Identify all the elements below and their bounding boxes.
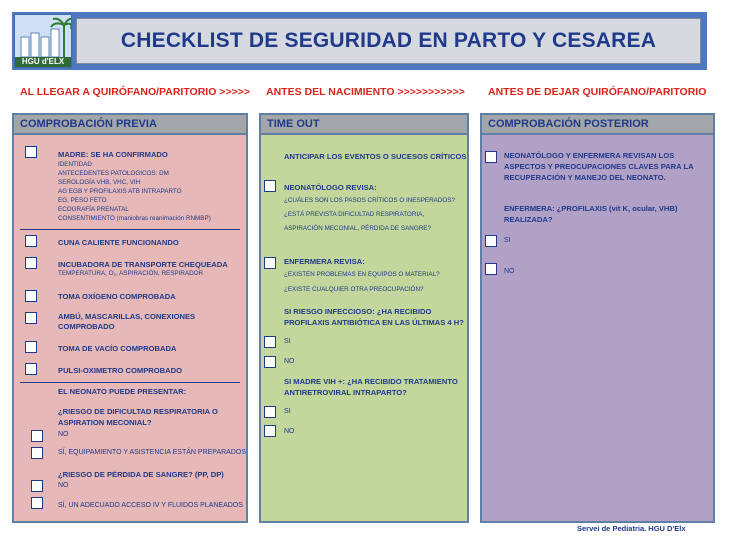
- title-box: [76, 18, 701, 64]
- riesgo-resp-label-2: ASPIRATION MECONIAL?: [58, 418, 152, 427]
- column-comprobacion-previa: [12, 113, 248, 135]
- madre-item: CONSENTIMIENTO (maniobras reanimación RNMBP): [58, 215, 211, 222]
- neo-enf-label-2: ASPECTOS Y PREOCUPACIONES CLAVES PARA LA: [504, 162, 694, 171]
- enf-question: ¿EXISTE CUALQUIER OTRA PREOCUPACIÓN?: [284, 286, 424, 293]
- neo-revisa-label: NEONATÓLOGO REVISA:: [284, 183, 377, 192]
- riesgo-sangre-label: ¿RIESGO DE PÉRDIDA DE SANGRE? (PP, DP): [58, 470, 224, 479]
- checkbox-neonatologo-enfermera[interactable]: [485, 151, 497, 163]
- neo-question: ¿ESTÁ PREVISTA DIFICULTAD RESPIRATORIA,: [284, 211, 425, 218]
- cuna-label: CUNA CALIENTE FUNCIONANDO: [58, 238, 179, 247]
- sangre-no-label: NO: [58, 482, 69, 489]
- checkbox-resp-si[interactable]: [31, 447, 43, 459]
- checkbox-ambu[interactable]: [25, 312, 37, 324]
- enf-revisa-label: ENFERMERA REVISA:: [284, 257, 365, 266]
- checkbox-vih-si[interactable]: [264, 406, 276, 418]
- checkbox-incubadora[interactable]: [25, 257, 37, 269]
- divider: [20, 229, 240, 230]
- resp-no-label: NO: [58, 431, 69, 438]
- pulsi-label: PULSI-OXIMETRO COMPROBADO: [58, 366, 183, 375]
- checkbox-enfermera[interactable]: [264, 257, 276, 269]
- madre-item: ANTECEDENTES PATOLOGICOS: DM: [58, 170, 169, 177]
- checkbox-profilaxis-no[interactable]: [485, 263, 497, 275]
- column-body-posterior: [480, 135, 715, 523]
- neo-question: ASPIRACIÓN MECONIAL, PÉRDIDA DE SANGRE?: [284, 225, 431, 232]
- infeccioso-label: SI RIESGO INFECCIOSO: ¿HA RECIBIDO: [284, 307, 432, 316]
- vih-si-label: SI: [284, 408, 291, 415]
- page-title: CHECKLIST DE SEGURIDAD EN PARTO Y CESAREA: [120, 29, 657, 52]
- checkbox-vih-no[interactable]: [264, 425, 276, 437]
- anticipar-label: ANTICIPAR LOS EVENTOS O SUCESOS CRÍTICOS: [284, 152, 467, 161]
- neo-question: ¿CUÁLES SON LOS PASOS CRÍTICOS O INESPERADOS?: [284, 197, 455, 204]
- neo-enf-label-3: RECUPERACIÓN Y MANEJO DEL NEONATO.: [504, 173, 666, 182]
- hospital-logo: [14, 14, 72, 68]
- vih-no-label: NO: [284, 428, 295, 435]
- profilaxis-no-label: NO: [504, 268, 515, 275]
- checkbox-neonatologo[interactable]: [264, 180, 276, 192]
- column-time-out: [259, 113, 469, 135]
- phase-before-birth: ANTES DEL NACIMIENTO >>>>>>>>>>>: [266, 86, 465, 98]
- madre-item: ECOGRAFÍA PRENATAL: [58, 206, 129, 213]
- checkbox-sangre-si[interactable]: [31, 497, 43, 509]
- sangre-si-label: SÍ, UN ADECUADO ACCESO IV Y FLUIDOS PLANEADOS: [58, 502, 243, 509]
- checkbox-oxigeno[interactable]: [25, 290, 37, 302]
- madre-item: SEROLOGÍA VHB, VHC, VIH: [58, 179, 141, 186]
- checkbox-sangre-no[interactable]: [31, 480, 43, 492]
- oxigeno-label: TOMA OXÍGENO COMPROBADA: [58, 292, 176, 301]
- infeccioso-no-label: NO: [284, 358, 295, 365]
- neo-enf-label: NEONATÓLOGO Y ENFERMERA REVISAN LOS: [504, 151, 675, 160]
- phase-before-leaving: ANTES DE DEJAR QUIRÓFANO/PARITORIO: [488, 86, 707, 98]
- ambu-label-2: COMPROBADO: [58, 322, 115, 331]
- neonato-label: EL NEONATO PUEDE PRESENTAR:: [58, 387, 187, 396]
- column-heading: COMPROBACIÓN POSTERIOR: [480, 113, 715, 135]
- checkbox-madre[interactable]: [25, 146, 37, 158]
- profilaxis-label-2: REALIZADA?: [504, 215, 553, 224]
- incubadora-label: INCUBADORA DE TRANSPORTE CHEQUEADA: [58, 260, 228, 269]
- madre-item: EG, PESO FETO: [58, 197, 107, 204]
- madre-title: MADRE: SE HA CONFIRMADO: [58, 150, 168, 159]
- checkbox-cuna[interactable]: [25, 235, 37, 247]
- vih-label-2: ANTIRETROVIRAL INTRAPARTO?: [284, 388, 407, 397]
- vih-label: SI MADRE VIH +: ¿HA RECIBIDO TRATAMIENTO: [284, 377, 458, 386]
- riesgo-resp-label: ¿RIESGO DE DIFICULTAD RESPIRATORIA O: [58, 407, 218, 416]
- infeccioso-label-2: PROFILAXIS ANTIBIÓTICA EN LAS ÚLTIMAS 4 H?: [284, 318, 464, 327]
- divider: [20, 382, 240, 383]
- madre-item: IDENTIDAD: [58, 161, 92, 168]
- infeccioso-si-label: SI: [284, 338, 291, 345]
- madre-item: AG EGB Y PROFILAXIS ATB INTRAPARTO: [58, 188, 182, 195]
- column-heading: TIME OUT: [259, 113, 469, 135]
- column-comprobacion-posterior: [480, 113, 715, 135]
- checkbox-vacio[interactable]: [25, 341, 37, 353]
- ambu-label: AMBÚ, MASCARILLAS, CONEXIONES: [58, 312, 196, 321]
- checkbox-pulsi[interactable]: [25, 363, 37, 375]
- profilaxis-label: ENFERMERA: ¿PROFILAXIS (vit K, ocular, VHB): [504, 204, 678, 213]
- profilaxis-si-label: SI: [504, 237, 511, 244]
- vacio-label: TOMA DE VACÍO COMPROBADA: [58, 344, 177, 353]
- column-heading: COMPROBACIÓN PREVIA: [12, 113, 248, 135]
- footer-credit: Servei de Pediatria. HGU D'Elx: [577, 524, 686, 533]
- resp-si-label: SÍ, EQUIPAMIENTO Y ASISTENCIA ESTÁN PREPARADOS: [58, 449, 247, 456]
- checkbox-infeccioso-no[interactable]: [264, 356, 276, 368]
- logo-text: HGU d'ELX: [21, 57, 65, 66]
- phase-arrival: AL LLEGAR A QUIRÓFANO/PARITORIO >>>>>: [20, 86, 250, 98]
- checkbox-resp-no[interactable]: [31, 430, 43, 442]
- incubadora-sub: TEMPERATURA, O₂, ASPIRACIÓN, RESPIRADOR: [58, 270, 204, 277]
- checkbox-infeccioso-si[interactable]: [264, 336, 276, 348]
- enf-question: ¿EXISTEN PROBLEMAS EN EQUIPOS O MATERIAL?: [284, 271, 440, 278]
- checkbox-profilaxis-si[interactable]: [485, 235, 497, 247]
